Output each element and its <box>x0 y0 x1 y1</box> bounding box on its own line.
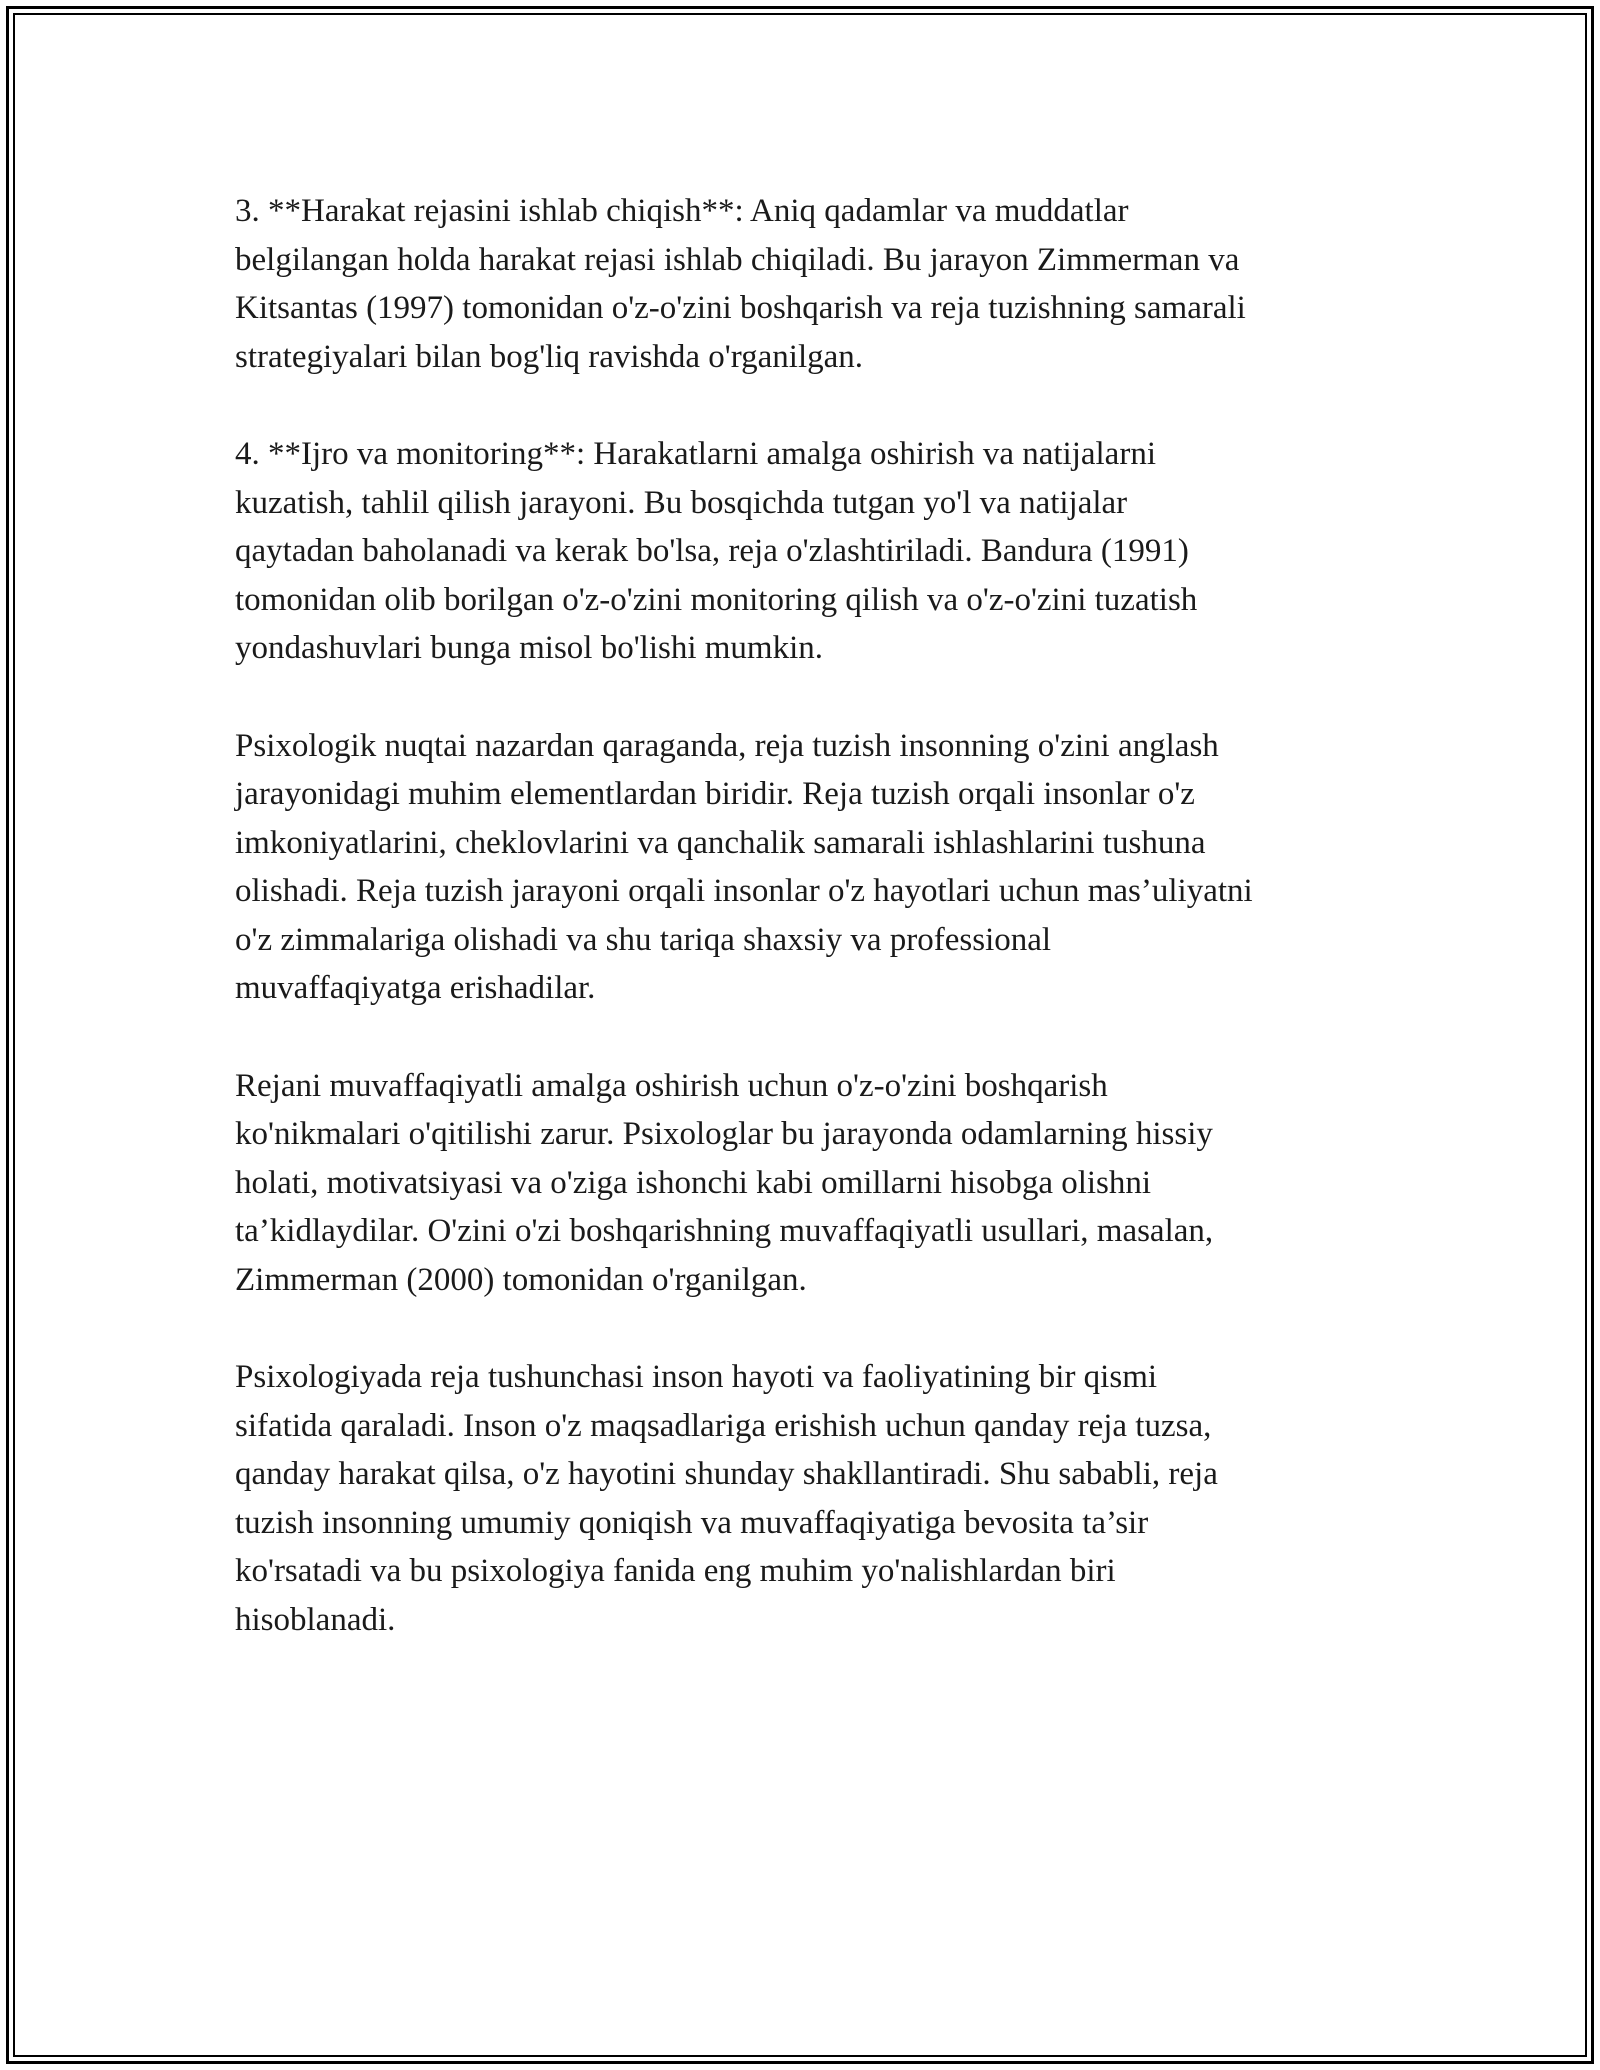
paragraph-action-plan: 3. **Harakat rejasini ishlab chiqish**: Aniq qadamlar va muddatlar belgilangan holda harakat rejasi ishlab chiqiladi. Bu jarayon Zimmerman va Kitsantas (1997) tomonidan o'z-o'zini boshqarish va reja tuzishning samarali strategiyalari bilan bog'liq ravishda o'rganilgan. <box>235 193 1246 375</box>
paragraph-self-regulation: Rejani muvaffaqiyatli amalga oshirish uchun o'z-o'zini boshqarish ko'nikmalari o'qitilishi zarur. Psixologlar bu jarayonda odamlarning hissiy holati, motivatsiyasi va o'ziga ishonchi kabi omillarni hisobga olishni ta’kidlaydilar. O'zini o'zi boshqarishning muvaffaqiyatli usullari, masalan, Zimmerman (2000) tomonidan o'rganilgan. <box>235 1067 1214 1298</box>
document-body <box>235 187 1375 1693</box>
paragraph-psychological-view: Psixologik nuqtai nazardan qaraganda, reja tuzish insonning o'zini anglash jarayonidagi muhim elementlardan biridir. Reja tuzish orqali insonlar o'z imkoniyatlarini, cheklovlarini va qanchalik samarali ishlashlarini tushuna olishadi. Reja tuzish jarayoni orqali insonlar o'z hayotlari uchun mas’uliyatni o'z zimmalariga olishadi va shu tariqa shaxsiy va professional muvaffaqiyatga erishadilar. <box>235 727 1253 1006</box>
paragraph-execution-monitoring: 4. **Ijro va monitoring**: Harakatlarni amalga oshirish va natijalarni kuzatish, tahlil qilish jarayoni. Bu bosqichda tutgan yo'l va natijalar qaytadan baholanadi va kerak bo'lsa, reja o'zlashtiriladi. Bandura (1991) tomonidan olib borilgan o'z-o'zini monitoring qilish va o'z-o'zini tuzatish yondashuvlari bunga misol bo'lishi mumkin. <box>235 436 1198 666</box>
paragraph-plan-concept: Psixologiyada reja tushunchasi inson hayoti va faoliyatining bir qismi sifatida qaraladi. Inson o'z maqsadlariga erishish uchun qanday reja tuzsa, qanday harakat qilsa, o'z hayotini shunday shakllantiradi. Shu sababli, reja tuzish insonning umumiy qoniqish va muvaffaqiyatiga bevosita ta’sir ko'rsatadi va bu psixologiya fanida eng muhim yo'nalishlardan biri hisoblanadi. <box>235 1359 1218 1638</box>
